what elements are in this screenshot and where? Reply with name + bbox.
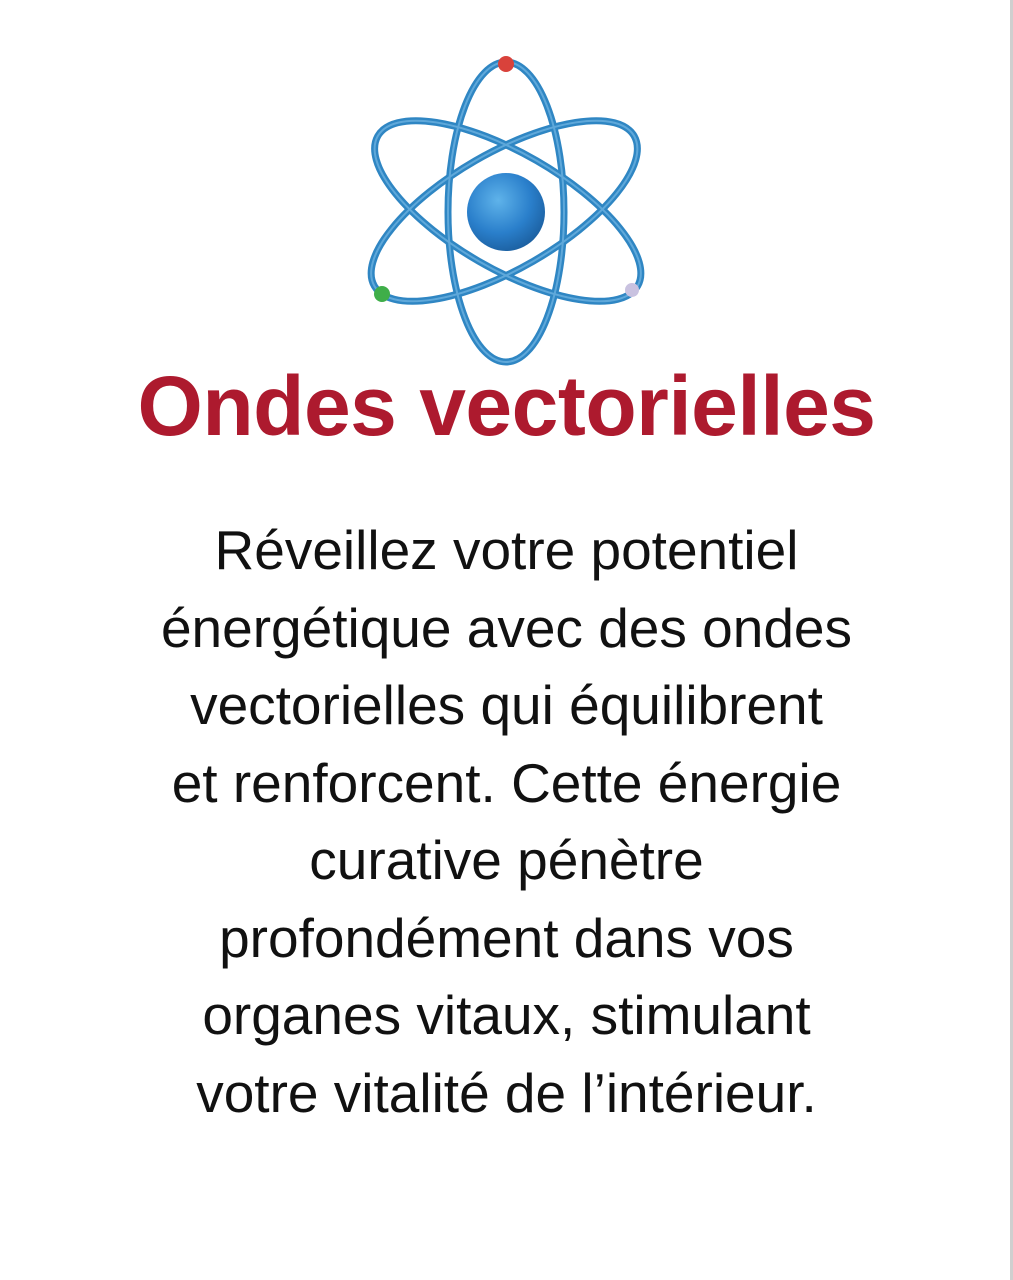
- description-line: curative pénètre: [309, 829, 704, 891]
- description-line: votre vitalité de l’intérieur.: [196, 1061, 817, 1124]
- description-line: vectorielles qui équilibrent: [190, 674, 823, 736]
- description-line: et renforcent. Cette énergie: [171, 751, 842, 814]
- description-line: Réveillez votre potentiel: [214, 519, 799, 581]
- electron-right: [625, 283, 639, 297]
- page-title: Ondes vectorielles: [137, 359, 876, 453]
- description-text: [40, 512, 973, 1132]
- electron-left: [374, 286, 390, 302]
- description-line: énergétique avec des ondes: [160, 596, 853, 659]
- description-line: organes vitaux, stimulant: [202, 984, 811, 1046]
- nucleus: [467, 173, 545, 251]
- electron-top: [498, 56, 514, 72]
- atom-icon: [356, 52, 656, 368]
- description-line: profondément dans vos: [219, 906, 794, 969]
